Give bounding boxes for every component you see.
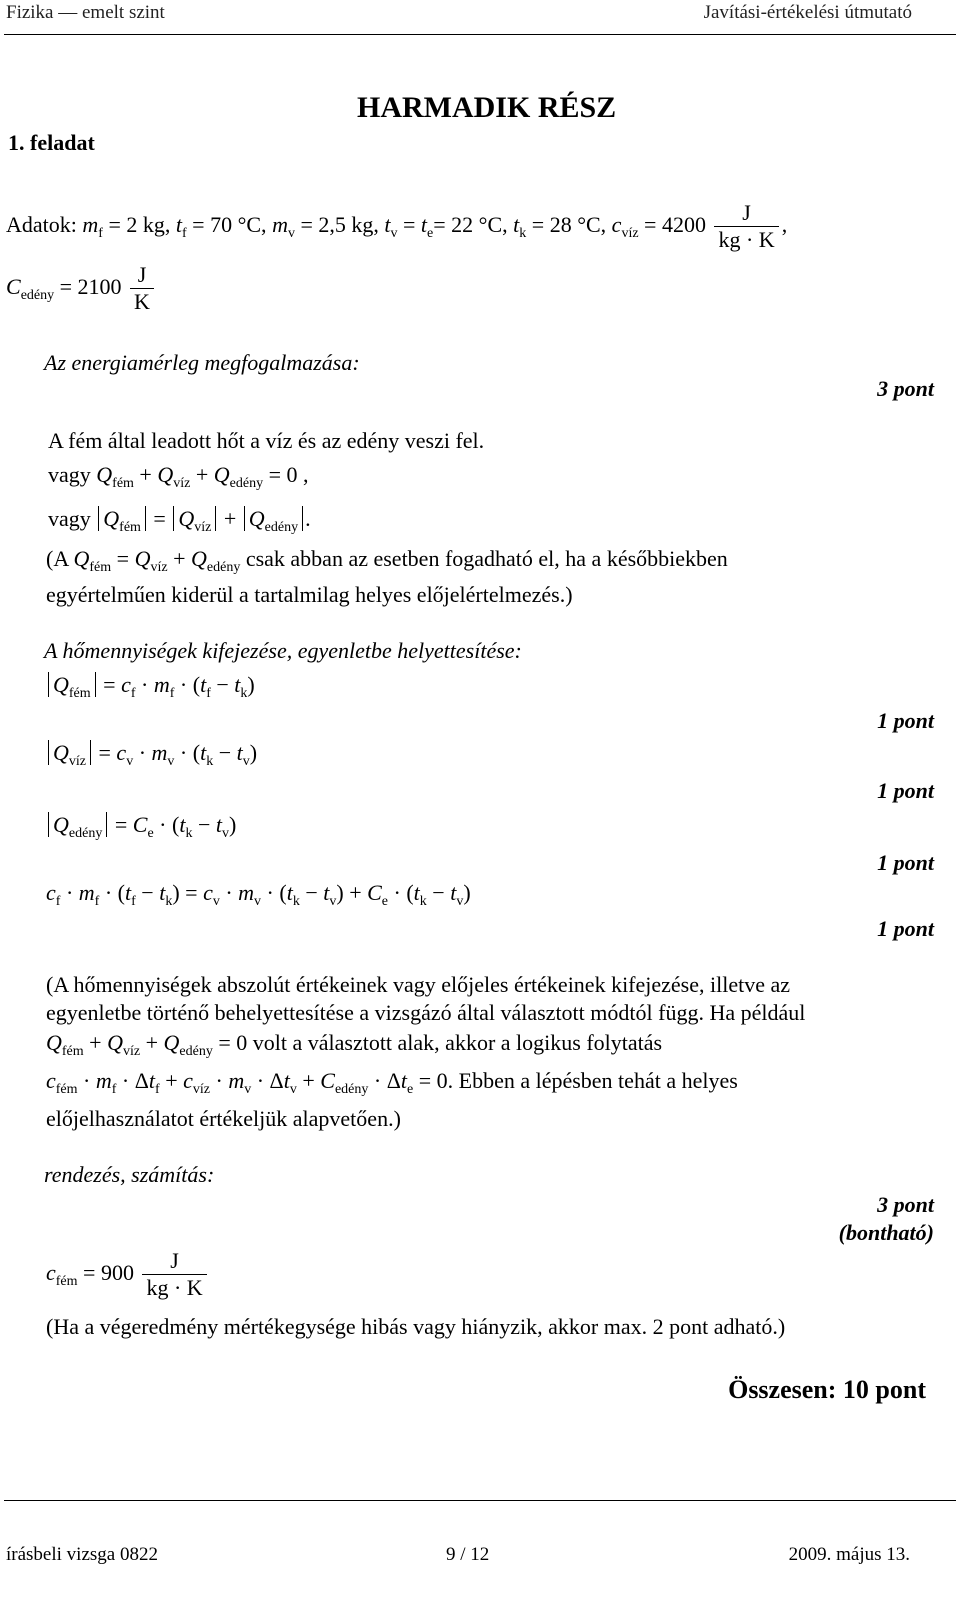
energy-eq2: vagy $Q_{fém} = Q_{víz} + Q_{edény}$ . [48,506,311,535]
energy-eq1: vagy $Q_{fém} + Q_{víz} + Q_{edény} = 0$ , [48,462,309,491]
header-left: Fizika — emelt szint [6,2,165,23]
data-line: Adatok: $m_f = 2$ kg, $t_f = 70$ °C, $m_v = 2,5$ kg, $t_v = t_e= 22$ °C, $t_k = 28$ °C, $c_{víz} = 4200$ $\frac{J}{kg \cdot K}$ , [6,200,788,253]
points-4: 1 pont [877,916,934,941]
calc-points: 3 pont [877,1192,934,1217]
footer-center: 9 / 12 [446,1544,490,1565]
footer-left: írásbeli vizsga 0822 [6,1544,158,1565]
data-prefix: Adatok: [6,211,77,237]
task-title: 1. feladat [8,130,95,155]
header-right: Javítási-értékelési útmutató [703,2,912,23]
note-line2: egyenletbe történő behelyettesítése a vizsgázó által választott módtól függ. Ha például [46,1000,806,1025]
footer-rule [4,1500,956,1501]
note-line1: (A hőmennyiségek abszolút értékeinek vagy előjeles értékeinek kifejezése, illetve az [46,972,791,997]
calc-points-note: (bontható) [838,1220,934,1245]
energy-eq3: (A $Q_{fém} = Q_{víz} + Q_{edény}$ csak abban az esetben fogadható el, ha a későbbiekben [46,546,728,575]
calc-unit-note: (Ha a végeredmény mértékegysége hibás vagy hiányzik, akkor max. 2 pont adható.) [46,1314,786,1339]
note-line5: előjelhasználatot értékeljük alapvetően.) [46,1106,401,1131]
energy-points: 3 pont [877,376,934,401]
c-edeny-line: $C_{edény} = 2100$ $\frac{J}{K}$ [6,262,157,316]
note-line3: $Q_{fém} + Q_{víz} + Q_{edény} = 0$ volt a választott alak, akkor a logikus folytatás [46,1030,663,1059]
heat-eq-viz: $Q_{víz} = c_v \cdot m_v \cdot (t_k - t_v)$ [46,740,257,766]
header-rule [4,34,956,35]
heat-heading: A hőmennyiségek kifejezése, egyenletbe helyettesítése: [44,638,522,663]
heat-eq-combined: $c_f \cdot m_f \cdot (t_f - t_k) = c_v \cdot m_v \cdot (t_k - t_v) + C_e \cdot (t_k - t_v)$ [46,880,471,909]
energy-line1: A fém által leadott hőt a víz és az edény veszi fel. [48,428,485,453]
section-title: HARMADIK RÉSZ [357,91,617,124]
heat-eq-edeny: $Q_{edény} = C_e \cdot (t_k - t_v)$ [46,812,236,838]
note-line4: $c_{fém} \cdot m_f \cdot \Delta t_f + c_{víz} \cdot m_v \cdot \Delta t_v + C_{edény} \cdot \Delta t_e = 0$. Ebben a lépésben tehát a helyes [46,1068,738,1097]
points-3: 1 pont [877,850,934,875]
calc-result: $c_{fém} = 900$ $\frac{J}{kg \cdot K}$ [46,1248,210,1302]
energy-cond2: egyértelműen kiderül a tartalmilag helyes előjelértelmezés.) [46,582,573,607]
heat-eq-fem: $Q_{fém} = c_f \cdot m_f \cdot (t_f - t_k)$ [46,672,255,698]
points-2: 1 pont [877,778,934,803]
total-points: Összesen: 10 pont [728,1375,926,1404]
footer-right: 2009. május 13. [788,1544,910,1565]
calc-heading: rendezés, számítás: [44,1162,215,1187]
energy-heading: Az energiamérleg megfogalmazása: [44,350,360,375]
points-1: 1 pont [877,708,934,733]
